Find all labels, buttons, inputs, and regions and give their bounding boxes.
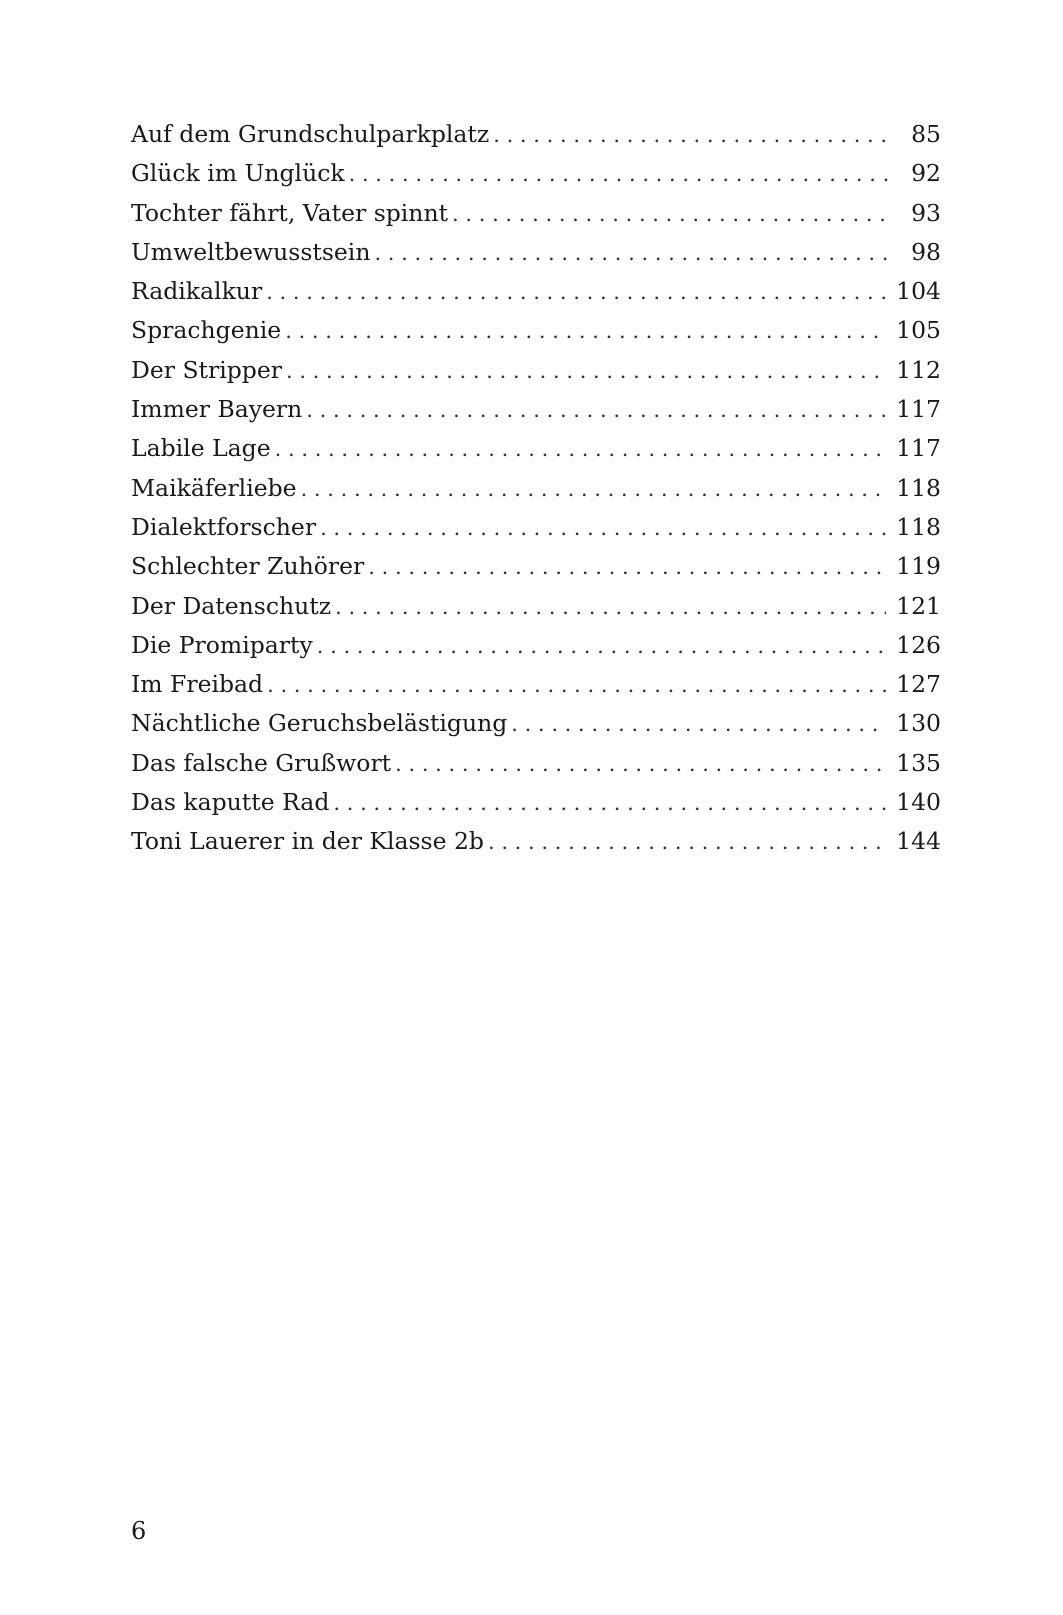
toc-dot-leader [368,548,886,587]
toc-entry-title: Nächtliche Geruchsbelästigung [131,709,508,738]
toc-entry-title: Umweltbewusstsein [131,237,371,266]
toc-entry-title: Die Promiparty [131,630,313,659]
toc-entry [131,390,941,429]
toc-entry [131,665,941,704]
toc-dot-leader [335,588,886,627]
toc-entry-title: Der Stripper [131,355,282,384]
toc-entry [131,194,941,233]
toc-dot-leader [395,745,886,784]
page-number: 6 [131,1517,147,1545]
toc-dot-leader [266,273,886,312]
toc-entry [131,704,941,743]
toc-entry-page: 98 [911,237,941,266]
toc-entry-title: Labile Lage [131,434,271,463]
toc-entry [131,351,941,390]
toc-entry-title: Das falsche Grußwort [131,748,392,777]
toc-entry-title: Immer Bayern [131,395,303,424]
toc-entry-page: 127 [896,670,941,699]
toc-dot-leader [275,430,887,469]
toc-entry-page: 140 [896,788,941,817]
toc-entry-title: Glück im Unglück [131,159,345,188]
toc-entry-page: 144 [896,827,941,856]
toc-dot-leader [320,509,886,548]
toc-entry-title: Auf dem Grundschulparkplatz [131,120,490,148]
toc-dot-leader [488,823,886,862]
toc-entry [131,822,941,861]
toc-entry-page: 105 [896,316,941,345]
toc-entry [131,626,941,665]
toc-dot-leader [286,352,886,391]
toc-entry [131,744,941,783]
toc-dot-leader [301,470,887,509]
toc-entry-page: 117 [896,434,941,463]
toc-entry [131,272,941,311]
toc-entry-title: Das kaputte Rad [131,788,330,817]
toc-entry-title: Schlechter Zuhörer [131,552,365,581]
toc-entry [131,783,941,822]
toc-entry-page: 85 [911,120,941,148]
toc-entry-page: 121 [896,591,941,620]
toc-entry-page: 126 [896,630,941,659]
toc-entry-title: Maikäferliebe [131,473,297,502]
toc-entry [131,115,941,154]
toc-entry-title: Tochter fährt, Vater spinnt [131,198,449,227]
toc-entry [131,154,941,193]
toc-dot-leader [493,116,891,155]
toc-entry [131,469,941,508]
toc-entry-page: 93 [911,198,941,227]
toc-entry-title: Radikalkur [131,277,263,306]
toc-dot-leader [267,666,886,705]
toc-dot-leader [317,627,886,666]
toc-entry-page: 117 [896,395,941,424]
toc-dot-leader [306,391,886,430]
toc-dot-leader [511,705,886,744]
toc-entry [131,587,941,626]
toc-entry-page: 118 [896,473,941,502]
toc-entry-title: Sprachgenie [131,316,282,345]
toc-entry-title: Im Freibad [131,670,264,699]
toc-entry-page: 130 [896,709,941,738]
toc-entry-page: 119 [896,552,941,581]
toc-entry-page: 118 [896,512,941,541]
toc-entry [131,547,941,586]
toc-entry [131,429,941,468]
toc-entry [131,508,941,547]
toc-dot-leader [333,784,886,823]
toc-dot-leader [452,195,891,234]
table-of-contents [131,115,941,862]
toc-entry-title: Der Datenschutz [131,591,332,620]
toc-entry-page: 135 [896,748,941,777]
toc-entry-page: 92 [911,159,941,188]
toc-entry [131,233,941,272]
toc-entry-page: 112 [896,355,941,384]
toc-entry-page: 104 [896,277,941,306]
toc-dot-leader [374,234,891,273]
toc-dot-leader [285,312,886,351]
toc-entry [131,311,941,350]
toc-entry-title: Toni Lauerer in der Klasse 2b [131,827,484,856]
toc-entry-title: Dialektforscher [131,512,317,541]
toc-dot-leader [349,155,891,194]
